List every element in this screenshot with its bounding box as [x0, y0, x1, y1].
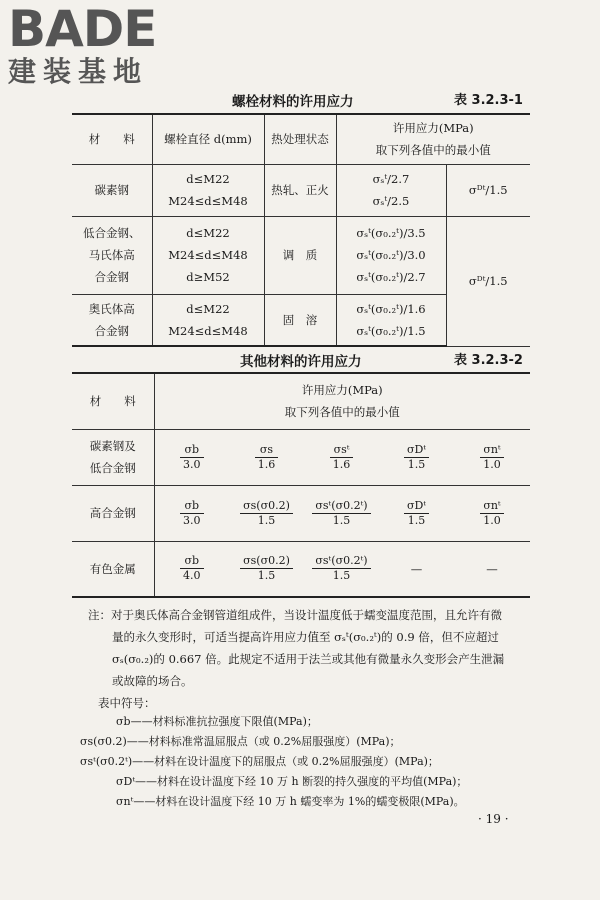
material-cell	[72, 294, 152, 346]
creep-stress-cell: σᴰᵗ/1.5	[446, 216, 530, 346]
header-stress-line1: 许用应力(MPa)	[392, 121, 474, 136]
legend-item	[88, 792, 538, 812]
fraction-denominator: 1.0	[480, 513, 504, 528]
fraction-denominator: 1.5	[404, 513, 429, 528]
stress-fraction-cell	[154, 485, 229, 541]
stress-fraction-cell	[229, 541, 304, 597]
material-text: 合金钢	[94, 323, 129, 338]
legend-item	[88, 772, 538, 792]
header-stress	[336, 114, 530, 164]
header-heat: 热处理状态	[264, 114, 336, 164]
stress-fraction-cell	[304, 429, 379, 485]
diameter-text: M24≤d≤M48	[168, 323, 248, 338]
table-header-row	[72, 373, 530, 429]
legend-text: ——材料在设计温度下经 10 万 h 断裂的持久强度的平均值(MPa)；	[135, 775, 468, 788]
diameter-text: d≤M22	[186, 301, 230, 316]
heat-cell: 固 溶	[264, 294, 336, 346]
stress-text: σₛᵗ/2.5	[372, 194, 410, 208]
header-stress-line2: 取下列各值中的最小值	[284, 405, 400, 420]
diameter-text: M24≤d≤M48	[168, 248, 248, 262]
heat-cell: 热轧、正火	[264, 164, 336, 216]
stress-fraction-cell	[154, 541, 229, 597]
table2-caption: 其他材料的许用应力	[240, 354, 362, 370]
diameter-text: d≤M22	[186, 172, 230, 186]
legend-symbol: σsᵗ(σ0.2ᵗ)	[80, 755, 133, 768]
fraction-denominator: 1.5	[312, 513, 370, 528]
note-line: 注：对于奥氏体高合金钢管道组成件，当设计温度低于蠕变温度范围，且允许有微	[88, 608, 502, 622]
legend-symbol: σnᵗ	[116, 795, 134, 808]
dash-cell: —	[454, 541, 530, 597]
fraction-numerator: σb	[184, 498, 200, 512]
legend-item	[80, 732, 538, 752]
note-line: σₛ(σ₀.₂)的 0.667 倍。此规定不适用于法兰或其他有微量永久变形会产生泄漏	[112, 652, 505, 666]
material-text: 奥氏体高	[88, 301, 135, 316]
symbol-legend	[80, 712, 538, 812]
fraction-numerator: σnᵗ	[483, 498, 501, 512]
legend-text: ——材料标准常温屈服点（或 0.2%屈服强度）(MPa)；	[126, 735, 401, 748]
header-stress	[154, 373, 530, 429]
stress-cell	[336, 216, 446, 294]
material-text: 低合金钢	[89, 461, 136, 475]
material-cell	[72, 216, 152, 294]
stress-text: σₛᵗ(σ₀.₂ᵗ)/1.6	[356, 301, 426, 316]
material-cell	[72, 485, 154, 541]
stress-fraction-cell	[229, 485, 304, 541]
diameter-text: M24≤d≤M48	[168, 194, 248, 208]
fraction-numerator: σnᵗ	[483, 442, 501, 456]
bolt-stress-table	[72, 113, 530, 347]
fraction-denominator: 3.0	[180, 513, 204, 528]
material-text: 有色金属	[89, 561, 136, 576]
fraction-numerator: σsᵗ	[333, 442, 350, 456]
fraction-denominator: 1.0	[480, 457, 504, 472]
header-diameter: 螺栓直径 d(mm)	[152, 114, 264, 164]
diameter-cell	[152, 216, 264, 294]
fraction-numerator: σDᵗ	[406, 442, 427, 456]
fraction-denominator: 4.0	[180, 568, 204, 583]
table-row	[72, 541, 530, 597]
legend-symbol: σDᵗ	[116, 775, 136, 788]
material-cell	[72, 164, 152, 216]
stress-fraction-cell	[154, 429, 229, 485]
dash-cell: —	[379, 541, 454, 597]
material-text: 马氏体高	[88, 248, 135, 262]
legend-item	[88, 712, 538, 732]
page-number: · 19 ·	[478, 812, 509, 826]
stress-fraction-cell	[379, 429, 454, 485]
table1-caption: 螺栓材料的许用应力	[232, 94, 354, 110]
fraction-numerator: σsᵗ(σ0.2ᵗ)	[315, 554, 368, 568]
material-text: 碳素钢	[94, 183, 129, 197]
fraction-denominator: 1.5	[404, 457, 429, 472]
creep-stress-cell: σᴰᵗ/1.5	[446, 164, 530, 216]
diameter-text: d≥M52	[186, 270, 230, 284]
stress-text: σₛᵗ(σ₀.₂ᵗ)/1.5	[356, 323, 426, 338]
table-row	[72, 216, 530, 294]
table-row	[72, 164, 530, 216]
fraction-denominator: 1.5	[312, 568, 370, 583]
fraction-numerator: σsᵗ(σ0.2ᵗ)	[315, 498, 368, 512]
stress-text: σₛᵗ(σ₀.₂ᵗ)/2.7	[356, 270, 426, 284]
note-line: 或故障的场合。	[112, 674, 193, 688]
fraction-numerator: σs(σ0.2)	[243, 498, 290, 512]
diameter-cell	[152, 294, 264, 346]
stress-fraction-cell	[229, 429, 304, 485]
table-header-row	[72, 114, 530, 164]
legend-text: ——材料在设计温度下的屈服点（或 0.2%屈服强度）(MPa)；	[132, 755, 439, 768]
logo-subtitle: 建装基地	[8, 55, 149, 88]
site-logo	[8, 0, 157, 88]
table-row	[72, 485, 530, 541]
legend-item	[80, 752, 538, 772]
table-row	[72, 429, 530, 485]
table1-number: 表 3.2.3-1	[454, 93, 523, 108]
table2-number: 表 3.2.3-2	[454, 353, 523, 368]
fraction-denominator: 1.6	[330, 457, 354, 472]
material-text: 合金钢	[94, 270, 129, 284]
fraction-numerator: σs	[259, 442, 274, 456]
stress-fraction-cell	[454, 429, 530, 485]
header-material: 材 料	[72, 114, 152, 164]
material-cell	[72, 429, 154, 485]
stress-fraction-cell	[304, 541, 379, 597]
stress-text: σₛᵗ(σ₀.₂ᵗ)/3.0	[356, 248, 426, 262]
legend-symbol: σs(σ0.2)	[80, 735, 127, 748]
legend-text: ——材料标准抗拉强度下限值(MPa)；	[130, 715, 318, 728]
fraction-denominator: 3.0	[180, 457, 204, 472]
stress-text: σₛᵗ/2.7	[372, 172, 410, 186]
material-text: 高合金钢	[89, 506, 136, 520]
diameter-text: d≤M22	[186, 226, 230, 240]
header-stress-line1: 许用应力(MPa)	[301, 383, 383, 398]
header-material: 材 料	[72, 373, 154, 429]
fraction-numerator: σb	[184, 554, 200, 568]
fraction-numerator: σb	[184, 442, 200, 456]
stress-cell	[336, 164, 446, 216]
header-stress-line2: 取下列各值中的最小值	[375, 143, 491, 158]
material-text: 低合金钢、	[83, 226, 141, 240]
fraction-denominator: 1.6	[255, 457, 279, 472]
stress-fraction-cell	[454, 485, 530, 541]
stress-fraction-cell	[304, 485, 379, 541]
fraction-denominator: 1.5	[240, 513, 293, 528]
material-text: 碳素钢及	[89, 439, 136, 453]
legend-symbol: σb	[116, 715, 131, 728]
logo-brand: BADE	[8, 0, 157, 58]
heat-cell: 调 质	[264, 216, 336, 294]
symbols-title: 表中符号：	[98, 696, 156, 710]
diameter-cell	[152, 164, 264, 216]
note-line: 量的永久变形时，可适当提高许用应力值至 σₛᵗ(σ₀.₂ᵗ)的 0.9 倍，但不应超过	[112, 630, 499, 644]
stress-cell	[336, 294, 446, 346]
fraction-numerator: σs(σ0.2)	[243, 554, 290, 568]
fraction-denominator: 1.5	[240, 568, 293, 583]
stress-fraction-cell	[379, 485, 454, 541]
other-materials-stress-table	[72, 372, 530, 598]
fraction-numerator: σDᵗ	[406, 498, 427, 512]
legend-text: ——材料在设计温度下经 10 万 h 蠕变率为 1%的蠕变极限(MPa)。	[133, 795, 465, 808]
material-cell	[72, 541, 154, 597]
table-note	[88, 604, 536, 714]
stress-text: σₛᵗ(σ₀.₂ᵗ)/3.5	[356, 226, 426, 240]
